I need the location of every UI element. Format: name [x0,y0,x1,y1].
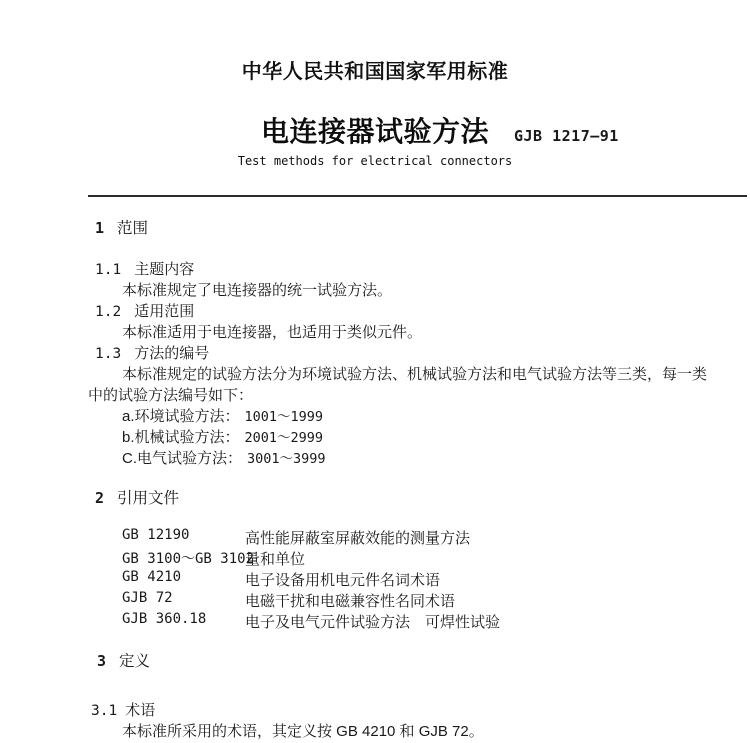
reference-row [122,590,455,611]
section-1-3-number: 1.3 [95,346,122,362]
method-range: 2001～2999 [244,430,324,446]
section-1-3-body-line1: 本标准规定的试验方法分为环境试验方法、机械试验方法和电气试验方法等三类，每一类 [122,366,708,383]
reference-title: 量和单位 [245,551,306,568]
method-label: a.环境试验方法： [122,408,240,425]
reference-code: GB 3100～GB 3102 [122,551,255,567]
section-1-1-number: 1.1 [95,262,122,278]
reference-code: GB 4210 [122,569,182,585]
reference-title: 电磁干扰和电磁兼容性名同术语 [245,593,456,610]
section-1-1-title: 主题内容 [134,261,195,278]
method-range: 1001～1999 [244,409,324,425]
header-divider [88,195,747,197]
standard-number: GJB 1217—91 [514,127,619,145]
section-1-1-heading [95,258,194,279]
section-1-2-heading [95,300,194,321]
section-1-3-heading [95,342,209,363]
section-3-1-title: 术语 [125,702,156,719]
reference-row [122,527,470,548]
section-3-1-heading [91,699,155,720]
method-range: 3001～3999 [247,451,326,467]
english-subtitle: Test methods for electrical connectors [237,154,513,168]
section-3-number: 3 [97,652,107,670]
reference-title: 电子设备用机电元件名词术语 [245,572,441,589]
section-1-number: 1 [95,219,105,237]
section-1-1-body: 本标准规定了电连接器的统一试验方法。 [122,282,393,299]
reference-code: GB 12190 [122,527,190,543]
section-2-number: 2 [95,489,105,507]
reference-code: GJB 360.18 [122,611,207,627]
method-label: b.机械试验方法： [122,429,240,446]
standard-class-heading: 中华人民共和国国家军用标准 [241,61,509,83]
document-title: 电连接器试验方法 [260,116,489,147]
method-numbering-item [122,426,323,447]
reference-title: 高性能屏蔽室屏蔽效能的测量方法 [245,530,471,547]
method-numbering-item [122,447,326,468]
section-3-1-body: 本标准所采用的术语，其定义按 GB 4210 和 GJB 72。 [122,723,484,740]
section-1-title: 范围 [117,220,149,237]
section-3-title: 定义 [119,653,151,670]
method-numbering-item [122,405,323,426]
section-1-2-number: 1.2 [95,304,122,320]
section-1-2-body: 本标准适用于电连接器，也适用于类似元件。 [122,324,423,341]
method-label: C.电气试验方法： [122,450,243,467]
section-1-2-title: 适用范围 [134,303,195,320]
section-3-1-number: 3.1 [91,703,118,719]
section-1-3-body-line2: 中的试验方法编号如下： [88,387,254,404]
section-1-heading [95,216,148,238]
reference-row [122,569,440,590]
section-2-heading [95,486,179,508]
section-1-3-title: 方法的编号 [134,345,210,362]
reference-row [122,548,305,569]
reference-title: 电子及电气元件试验方法 可焊性试验 [245,614,501,631]
section-3-heading [97,649,150,671]
section-2-title: 引用文件 [117,490,180,507]
reference-row [122,611,500,632]
reference-code: GJB 72 [122,590,173,606]
